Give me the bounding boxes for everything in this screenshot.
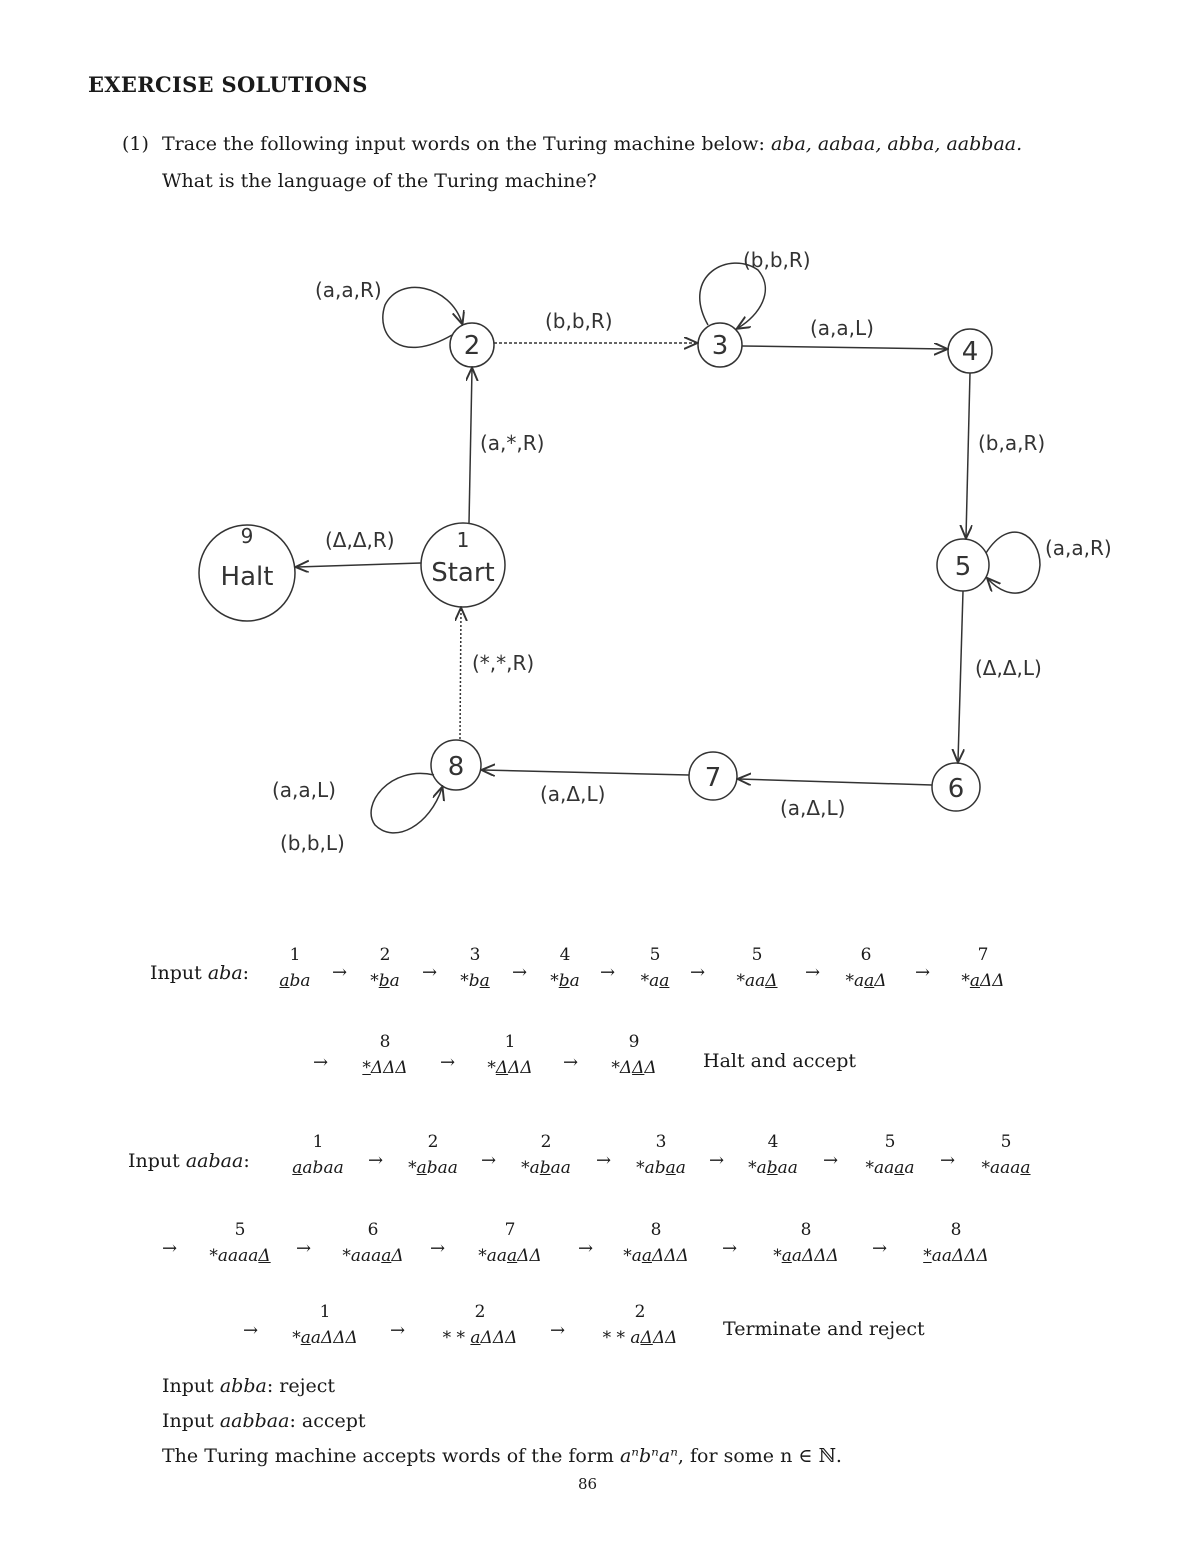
config-tape: *aaaa	[865, 1158, 915, 1178]
transition-arrow: →	[915, 962, 931, 983]
trace-label-prefix: Input	[150, 962, 208, 984]
transition-arrow: →	[512, 962, 528, 983]
state-8	[431, 740, 481, 790]
edge-label-6-7: (a,Δ,L)	[780, 796, 846, 820]
trace-label-word: aabaa	[185, 1150, 244, 1172]
config-state: 6	[367, 1220, 379, 1240]
question-line-1	[162, 133, 1022, 155]
summary-prefix: Input	[162, 1375, 220, 1397]
edge-4-5	[966, 373, 970, 537]
config-cell	[961, 1132, 1051, 1178]
config-state: 5	[234, 1220, 246, 1240]
state-6-label: 6	[947, 774, 965, 804]
config-cell	[340, 945, 430, 991]
transition-arrow: →	[563, 1052, 579, 1073]
edge-1-2	[469, 369, 472, 523]
state-5-label: 5	[954, 552, 972, 582]
config-state: 8	[950, 1220, 962, 1240]
config-tape: *aaaa	[981, 1158, 1031, 1178]
config-tape: *ΔΔΔ	[362, 1058, 408, 1078]
config-cell	[911, 1220, 1001, 1266]
trace-label-prefix: Input	[128, 1150, 186, 1172]
state-9-sub: Halt	[220, 562, 274, 592]
edge-label-8-1: (*,*,R)	[472, 651, 535, 675]
edge-label-7-8: (a,Δ,L)	[540, 782, 606, 806]
config-cell	[938, 945, 1028, 991]
edge-label-1-9: (Δ,Δ,R)	[325, 528, 395, 552]
config-cell	[712, 945, 802, 991]
config-cell	[595, 1302, 685, 1348]
config-tape: * * aΔΔΔ	[442, 1328, 518, 1348]
config-cell	[465, 1032, 555, 1078]
config-tape: *ΔΔΔ	[487, 1058, 533, 1078]
edge-5-6	[958, 591, 963, 761]
config-cell	[280, 1302, 370, 1348]
config-state: 7	[977, 945, 989, 965]
config-state: 9	[628, 1032, 640, 1052]
state-4-label: 4	[961, 337, 979, 367]
config-cell	[273, 1132, 363, 1178]
config-state: 4	[559, 945, 571, 965]
config-cell	[340, 1032, 430, 1078]
config-state: 5	[751, 945, 763, 965]
summary-result: : reject	[266, 1375, 335, 1397]
config-tape: *abaa	[748, 1158, 798, 1178]
summary-aabbaa	[162, 1410, 366, 1432]
config-state: 1	[289, 945, 301, 965]
transition-arrow: →	[481, 1150, 497, 1171]
edge-5-5	[986, 532, 1040, 593]
config-tape: *aaΔΔΔ	[923, 1246, 989, 1266]
config-cell	[328, 1220, 418, 1266]
state-6	[932, 763, 980, 811]
config-cell	[616, 1132, 706, 1178]
trace-label-aabaa	[128, 1150, 250, 1172]
config-state: 7	[504, 1220, 516, 1240]
edge-8-1	[460, 609, 461, 739]
config-state: 1	[504, 1032, 516, 1052]
state-3	[698, 323, 742, 367]
config-state: 5	[649, 945, 661, 965]
edge-label-3-4: (a,a,L)	[810, 316, 874, 340]
language-suffix: , for some n ∈ ℕ.	[677, 1445, 842, 1467]
transition-arrow: →	[422, 962, 438, 983]
config-cell	[610, 945, 700, 991]
config-tape: *aaaaΔ	[342, 1246, 404, 1266]
transition-arrow: →	[722, 1238, 738, 1259]
config-state: 2	[474, 1302, 486, 1322]
edge-label-2-2: (a,a,R)	[315, 278, 382, 302]
config-cell	[250, 945, 340, 991]
edge-label-8-8-b: (b,b,L)	[280, 831, 345, 855]
config-cell	[465, 1220, 555, 1266]
config-state: 2	[634, 1302, 646, 1322]
config-cell	[388, 1132, 478, 1178]
trace-label-colon: :	[243, 1150, 250, 1172]
language-prefix: The Turing machine accepts words of the form	[162, 1445, 620, 1467]
config-state: 4	[767, 1132, 779, 1152]
config-state: 5	[1000, 1132, 1012, 1152]
transition-arrow: →	[440, 1052, 456, 1073]
state-1-start	[421, 523, 505, 607]
config-tape: *aaΔΔΔ	[623, 1246, 689, 1266]
config-tape: aabaa	[292, 1158, 344, 1178]
transition-arrow: →	[430, 1238, 446, 1259]
config-tape: * * aΔΔΔ	[602, 1328, 678, 1348]
config-tape: aba	[279, 971, 311, 991]
state-3-label: 3	[711, 331, 729, 361]
state-9-halt	[199, 524, 295, 621]
config-cell	[728, 1132, 818, 1178]
transition-arrow: →	[550, 1320, 566, 1341]
config-cell	[195, 1220, 285, 1266]
config-cell	[611, 1220, 701, 1266]
transition-arrow: →	[243, 1320, 259, 1341]
config-tape: *aaaΔΔ	[478, 1246, 542, 1266]
config-tape: *aaΔ	[845, 971, 887, 991]
edge-label-1-2: (a,*,R)	[480, 431, 545, 455]
edge-label-8-8-a: (a,a,L)	[272, 778, 336, 802]
transition-arrow: →	[162, 1238, 178, 1259]
config-cell	[435, 1302, 525, 1348]
config-cell	[845, 1132, 935, 1178]
section-title: EXERCISE SOLUTIONS	[88, 72, 368, 97]
trace-label-colon: :	[242, 962, 250, 984]
state-1-sub: Start	[431, 558, 495, 588]
config-tape: *ba	[460, 971, 490, 991]
transition-arrow: →	[805, 962, 821, 983]
config-state: 2	[540, 1132, 552, 1152]
config-tape: *aaaaΔ	[209, 1246, 271, 1266]
config-state: 3	[469, 945, 481, 965]
state-4	[948, 329, 992, 373]
config-cell	[589, 1032, 679, 1078]
config-state: 8	[650, 1220, 662, 1240]
edge-8-8	[371, 773, 442, 832]
transition-arrow: →	[332, 962, 348, 983]
trace-label-aba	[150, 962, 249, 984]
edge-label-2-3: (b,b,R)	[545, 309, 613, 333]
edge-label-3-3: (b,b,R)	[743, 248, 811, 272]
edge-3-4	[742, 346, 946, 349]
state-2	[450, 323, 494, 367]
state-7	[689, 752, 737, 800]
config-tape: *abaa	[636, 1158, 686, 1178]
page-number: 86	[578, 1475, 598, 1493]
language-expression: aⁿbⁿaⁿ	[619, 1445, 678, 1467]
state-1-label: 1	[456, 528, 470, 552]
config-cell	[520, 945, 610, 991]
transition-arrow: →	[296, 1238, 312, 1259]
state-8-label: 8	[447, 752, 465, 782]
transition-arrow: →	[940, 1150, 956, 1171]
config-tape: *aa	[640, 971, 670, 991]
transition-arrow: →	[690, 962, 706, 983]
transition-arrow: →	[709, 1150, 725, 1171]
summary-abba	[162, 1375, 335, 1397]
config-tape: *ba	[550, 971, 580, 991]
transition-arrow: →	[313, 1052, 329, 1073]
config-state: 8	[379, 1032, 391, 1052]
config-tape: *aΔΔ	[961, 971, 1005, 991]
summary-word: aabbaa	[219, 1410, 290, 1432]
transition-arrow: →	[872, 1238, 888, 1259]
config-cell	[501, 1132, 591, 1178]
config-tape: *ba	[370, 971, 400, 991]
config-tape: *aaΔ	[736, 971, 778, 991]
transition-arrow: →	[390, 1320, 406, 1341]
config-state: 2	[427, 1132, 439, 1152]
transition-arrow: →	[600, 962, 616, 983]
config-cell	[821, 945, 911, 991]
config-state: 8	[800, 1220, 812, 1240]
summary-word: abba	[219, 1375, 267, 1397]
edge-3-3	[700, 263, 766, 328]
transition-arrow: →	[578, 1238, 594, 1259]
question-line-2: What is the language of the Turing machine?	[162, 170, 597, 192]
question-words: aba, aabaa, abba, aabbaa.	[770, 133, 1023, 155]
config-tape: *aaΔΔΔ	[292, 1328, 358, 1348]
state-5	[937, 539, 989, 591]
turing-machine-diagram	[160, 225, 1160, 905]
edge-label-5-6: (Δ,Δ,L)	[975, 656, 1042, 680]
state-9-label: 9	[240, 524, 254, 548]
question-prefix: Trace the following input words on the Turing machine below:	[162, 133, 765, 155]
trace-aabaa-result: Terminate and reject	[723, 1318, 925, 1340]
config-state: 3	[655, 1132, 667, 1152]
config-tape: *aaΔΔΔ	[773, 1246, 839, 1266]
config-state: 2	[379, 945, 391, 965]
edge-1-9	[297, 563, 421, 567]
config-state: 1	[319, 1302, 331, 1322]
edge-label-5-5: (a,a,R)	[1045, 536, 1112, 560]
config-state: 6	[860, 945, 872, 965]
edge-2-2	[383, 287, 462, 347]
config-state: 5	[884, 1132, 896, 1152]
state-7-label: 7	[704, 763, 722, 793]
question-number: (1)	[122, 133, 149, 155]
summary-prefix: Input	[162, 1410, 220, 1432]
trace-label-word: aba	[207, 962, 243, 984]
config-tape: *abaa	[521, 1158, 571, 1178]
transition-arrow: →	[368, 1150, 384, 1171]
edge-6-7	[739, 779, 932, 785]
config-cell	[430, 945, 520, 991]
config-tape: *ΔΔΔ	[611, 1058, 657, 1078]
trace-aba-result: Halt and accept	[703, 1050, 857, 1072]
config-cell	[761, 1220, 851, 1266]
state-2-label: 2	[463, 331, 481, 361]
config-tape: *abaa	[408, 1158, 458, 1178]
edge-7-8	[483, 770, 689, 775]
summary-result: : accept	[289, 1410, 366, 1432]
edge-label-4-5: (b,a,R)	[978, 431, 1046, 455]
transition-arrow: →	[823, 1150, 839, 1171]
config-state: 1	[312, 1132, 324, 1152]
summary-language	[162, 1445, 842, 1467]
transition-arrow: →	[596, 1150, 612, 1171]
